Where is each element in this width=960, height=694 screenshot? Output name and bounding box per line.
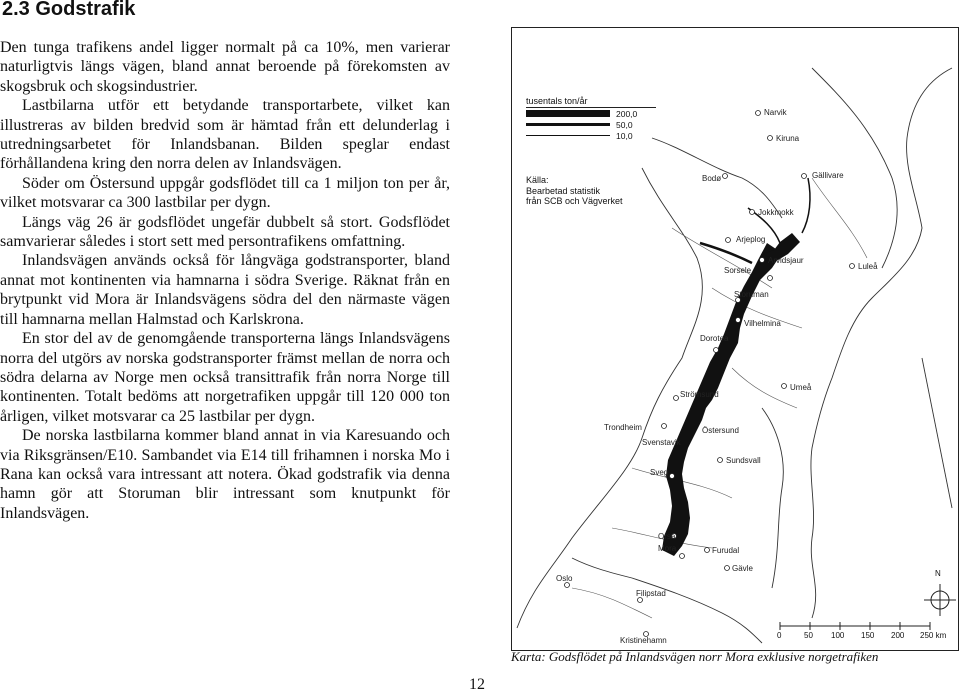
paragraph: En stor del av de genomgående transporterna längs Inlandsvägens norra del utgörs av norska godstransporter främst mellan de norra och södra delarna av Norge men också transittrafik från norra Norge till kontinenten. Totalt bedöms att norgetrafiken uppgår till 120 000 ton årligen, vilket motsvarar ca 25 lastbilar per dygn.	[0, 330, 450, 425]
legend-row	[526, 108, 656, 119]
legend-row	[526, 119, 656, 130]
scale-label: 0	[777, 631, 782, 640]
paragraph: De norska lastbilarna kommer bland annat in via Karesuando och via Riksgränsen/E10. Sambandet via E14 till frihamnen i norska Mo i Rana kan också vara intressant att notera. Ökad godstrafik via denna hamn gör att Storuman blir intressant som knutpunkt för Inlandsvägen.	[0, 427, 450, 522]
place-label: Arjeplog	[736, 235, 766, 244]
legend-swatch	[526, 110, 610, 117]
place-label: Arvidsjaur	[768, 256, 804, 265]
legend-value: 10,0	[616, 130, 633, 141]
place-label: Trondheim	[604, 423, 642, 432]
legend-value: 50,0	[616, 119, 633, 130]
place-label: Orsa	[658, 532, 676, 541]
legend-swatch	[526, 135, 610, 136]
place-label: Mora	[658, 544, 677, 553]
map-legend	[526, 96, 656, 141]
place-label: Strömsund	[680, 390, 719, 399]
legend-swatch	[526, 123, 610, 126]
page-number: 12	[469, 676, 485, 693]
place-label: Narvik	[764, 108, 787, 117]
paragraph: Längs väg 26 är godsflödet ungefär dubbelt så stort. Godsflödet samvarierar således i stort sett med persontrafikens omfattning.	[0, 213, 450, 251]
north-label: N	[935, 569, 941, 578]
scale-label: 200	[891, 631, 905, 640]
scale-label: 50	[804, 631, 813, 640]
source-line: från SCB och Vägverket	[526, 196, 623, 206]
paragraph: Söder om Östersund uppgår godsflödet till ca 1 miljon ton per år, vilket motsvarar ca 300 lastbilar per dygn.	[0, 174, 450, 212]
map-caption: Karta: Godsflödet på Inlandsvägen norr Mora exklusive norgetrafiken	[511, 649, 879, 664]
source-line: Källa:	[526, 175, 549, 185]
place-label: Filipstad	[636, 589, 666, 598]
paragraph: Den tunga trafikens andel ligger normalt på ca 10%, men varierar naturligtvis längs vägen, bland annat beroende på förekomsten av skogsbruk och skogsindustrier.	[0, 39, 450, 95]
place-label: Storuman	[734, 290, 769, 299]
scale-label: 100	[831, 631, 845, 640]
coastline-lines	[517, 68, 952, 643]
legend-title: tusentals ton/år	[526, 96, 656, 108]
place-label: Bodø	[702, 174, 722, 183]
place-label: Gällivare	[812, 171, 844, 180]
body-text	[0, 38, 450, 523]
place-label: Dorotea	[700, 334, 729, 343]
place-label: Umeå	[790, 383, 812, 392]
map-source	[526, 175, 623, 207]
scale-label: 150	[861, 631, 875, 640]
place-label: Sveg	[650, 468, 669, 477]
place-label: Östersund	[702, 426, 739, 435]
scale-bar	[780, 622, 930, 630]
place-label: Furudal	[712, 546, 740, 555]
place-label: Kristinehamn	[620, 636, 667, 645]
place-label: Svenstavik	[642, 438, 681, 447]
legend-value: 200,0	[616, 108, 638, 119]
legend-row	[526, 130, 656, 141]
scale-label: 250 km	[920, 631, 947, 640]
place-label: Sorsele	[724, 266, 752, 275]
place-label: Jokkmokk	[758, 208, 794, 217]
paragraph: Inlandsvägen används också för långväga godstransporter, bland annat mot kontinenten via hamnarna i södra Sverige. Räknat från en brytpunkt vid Mora är Inlandsvägens södra del den närmaste vägen till hamnarna mellan Halmstad och Karlskrona.	[0, 252, 450, 328]
place-label: Luleå	[858, 262, 878, 271]
place-label: Oslo	[556, 574, 573, 583]
place-label: Vilhelmina	[744, 319, 781, 328]
place-label: Gävle	[732, 564, 753, 573]
source-line: Bearbetad statistik	[526, 185, 601, 196]
section-heading: 2.3 Godstrafik	[2, 0, 136, 20]
flow-band-thin	[802, 178, 810, 233]
north-arrow-icon	[924, 584, 956, 616]
freight-flow-map	[511, 27, 959, 651]
place-label: Kiruna	[776, 134, 800, 143]
place-label: Sundsvall	[726, 456, 761, 465]
paragraph: Lastbilarna utför ett betydande transportarbete, vilket kan illustreras av bilden bredvid som är hämtad från ett delunderlag i utredningsarbetet för Inlandsbanan. Bilden speglar endast förhållandena kring den norra delen av Inlandsvägen.	[0, 97, 450, 173]
